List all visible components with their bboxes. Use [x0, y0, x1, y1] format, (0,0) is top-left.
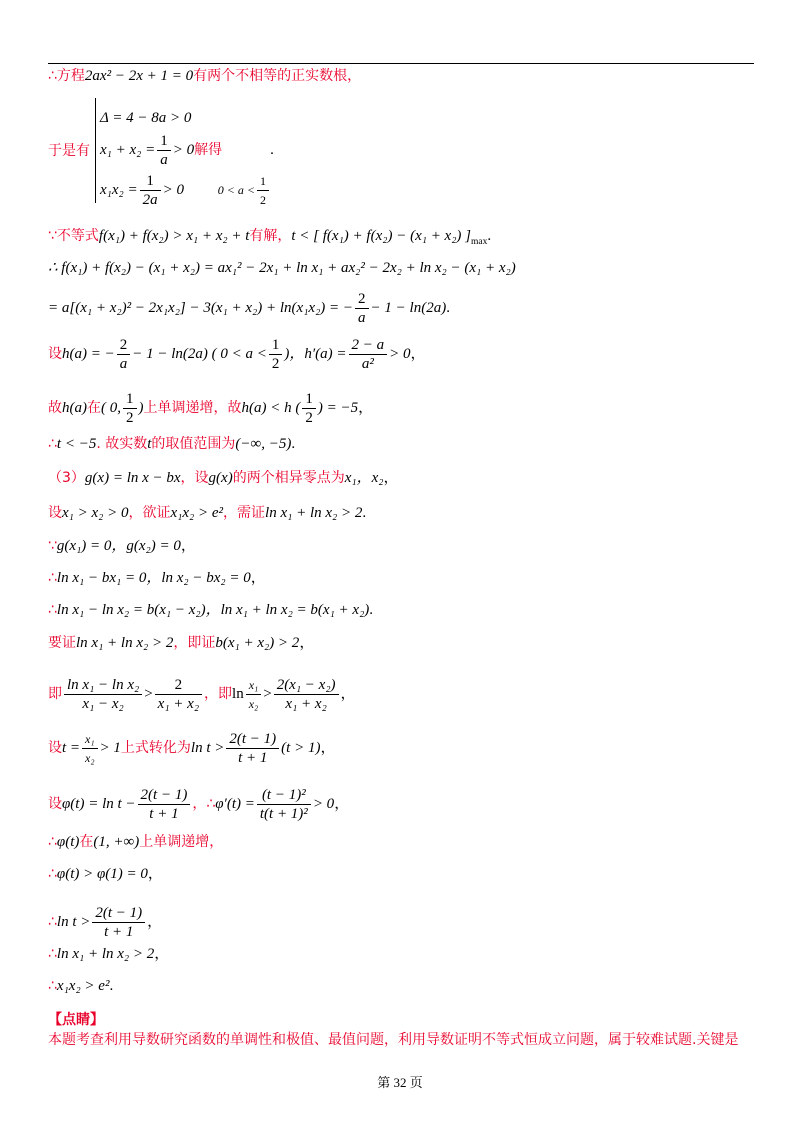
fraction: [64, 676, 142, 713]
text: ，∴: [192, 795, 216, 812]
denominator: t(t + 1)²: [259, 806, 308, 822]
system-lead: [48, 141, 90, 161]
math: > 0: [312, 795, 335, 812]
punct: .: [362, 505, 367, 521]
denominator: x₂: [85, 751, 95, 765]
line-g-zero: [48, 536, 196, 556]
line-equation-roots: [48, 66, 361, 86]
math: x₁x₂ =: [100, 181, 138, 198]
denominator: a: [160, 152, 168, 168]
line-ln-difference-sum: [48, 600, 373, 620]
math: t < −5: [56, 436, 97, 452]
denominator: x₂: [248, 697, 259, 711]
line-define-phi: [48, 786, 349, 823]
math: g(x₁) = 0，g(x₂) = 0: [56, 538, 181, 554]
fraction: [155, 676, 202, 713]
fraction: [274, 676, 339, 713]
punct: ，: [299, 635, 315, 651]
math: x₁ + x₂ =: [100, 141, 156, 158]
text: ，欲证: [128, 505, 171, 521]
text: 上式转化为: [120, 739, 191, 756]
comment-text: 本题考查利用导数研究函数的单调性和极值、最值问题，利用导数证明不等式恒成立问题，属于较难试题.关键是: [48, 1032, 739, 1048]
math: ∴ f(x₁) + f(x₂) − (x₁ + x₂) = ax₁² − 2x₁ + ln x₁ + ax₂² − 2x₂ + ln x₂ − (x₁ + x₂): [48, 260, 516, 276]
denominator: 2: [305, 410, 313, 426]
math: φ′(t) =: [215, 795, 255, 812]
math: ln t >: [190, 739, 225, 756]
punct: ，: [147, 913, 163, 930]
numerator: 2 − a: [349, 336, 388, 355]
denominator: x₁ − x₂: [82, 696, 124, 712]
math: φ(t) > φ(1) = 0: [56, 866, 148, 882]
line-need-prove: [48, 633, 314, 653]
text: ∴方程: [48, 68, 85, 84]
numerator: 1: [302, 390, 316, 409]
numerator: 1: [157, 132, 171, 151]
text: 解得: [194, 141, 223, 158]
math: b(x₁ + x₂) > 2: [215, 635, 300, 651]
line-prove-goal: [48, 503, 366, 523]
text: 在: [87, 399, 101, 416]
text: ∵不等式: [48, 228, 99, 244]
punct: ，: [147, 866, 163, 882]
math: > 0: [162, 181, 184, 198]
math: φ(t): [56, 834, 80, 850]
math: ln x₁ − ln x₂ = b(x₁ − x₂)，ln x₁ + ln x₂ = b(x₁ + x₂): [56, 602, 370, 618]
text: . 故实数: [96, 436, 148, 452]
denominator: x₁ + x₂: [157, 696, 200, 712]
math: h(a) < h (: [241, 399, 301, 416]
text: 的取值范围为: [151, 436, 236, 452]
math: = a[(x₁ + x₂)² − 2x₁x₂] − 3(x₁ + x₂) + ln(x₁x₂) = −: [48, 299, 354, 316]
punct: .: [369, 602, 374, 618]
line-t-range: [48, 434, 295, 454]
punct: ，: [154, 946, 170, 962]
math: ln x₁ − bx₁ = 0，ln x₂ − bx₂ = 0: [56, 570, 251, 586]
text: 上单调递增，: [139, 834, 224, 850]
numerator: 1: [140, 172, 161, 191]
line-define-h: [48, 336, 426, 373]
math: ln x₁ + ln x₂ > 2: [76, 635, 174, 651]
line-part-3: [48, 468, 398, 488]
denominator: 2: [126, 410, 134, 426]
line-ln-t: [48, 904, 162, 941]
denominator: a: [358, 310, 366, 326]
text: ∵: [48, 538, 57, 554]
punct: .: [446, 299, 450, 316]
line-substitute-t: [48, 730, 335, 767]
text: 设: [48, 795, 62, 812]
text: ∴: [48, 946, 57, 962]
denominator: a: [119, 356, 128, 372]
punct: ，: [334, 795, 350, 812]
numerator: (t − 1)²: [257, 786, 311, 805]
math: g(x): [208, 470, 233, 486]
numerator: x₁: [246, 676, 262, 695]
math: h(a): [62, 399, 87, 416]
punct: ，: [410, 345, 426, 362]
comment-heading: 【点睛】: [48, 1012, 104, 1028]
fraction: [349, 336, 388, 373]
math: > 1: [99, 739, 121, 756]
line-ln-sum: [48, 944, 169, 964]
math: >: [263, 685, 272, 702]
text: 设: [48, 345, 62, 362]
denominator: t + 1: [238, 750, 268, 766]
math: φ(t) = ln t −: [62, 795, 136, 812]
numerator: 2(t − 1): [226, 730, 279, 749]
math: >: [144, 685, 153, 702]
punct: ，: [383, 470, 399, 486]
text: ∴: [48, 978, 57, 994]
page-footer: 第 32 页: [377, 1075, 423, 1090]
text: 有两个不相等的正实数根，: [193, 68, 362, 84]
line-phi-positive: [48, 864, 163, 884]
denominator: 2a: [142, 192, 158, 208]
punct: ，: [250, 570, 266, 586]
numerator: 2: [155, 676, 202, 695]
line-ln-equations: [48, 568, 266, 588]
fraction: [138, 786, 191, 823]
math: > 0: [172, 141, 195, 158]
system-row-1: [100, 108, 191, 128]
line-simplify: [48, 290, 450, 327]
math: h(a) = −: [62, 345, 115, 362]
denominator: 2: [259, 193, 266, 207]
subscript: max: [471, 237, 488, 247]
math: x₁ > x₂ > 0: [62, 505, 129, 521]
text: 要证: [48, 635, 76, 651]
text: 设: [48, 739, 62, 756]
text: 的两个相异零点为: [232, 470, 345, 486]
punct: .: [109, 978, 114, 994]
math: ) = −5: [317, 399, 359, 416]
fraction: [355, 290, 369, 327]
math: 2ax² − 2x + 1 = 0: [84, 68, 194, 84]
fraction: [92, 904, 145, 941]
fraction: [246, 676, 262, 713]
punct: ，: [358, 399, 374, 416]
numerator: 1: [123, 390, 137, 409]
header-rule: [48, 63, 754, 64]
math: t < [ f(x₁) + f(x₂) − (x₁ + x₂) ]: [291, 228, 472, 244]
numerator: 1: [257, 172, 269, 191]
text: ∴: [48, 436, 57, 452]
text: 在: [79, 834, 94, 850]
fraction: [140, 172, 161, 209]
math: g(x) = ln x − bx: [84, 470, 181, 486]
fraction: [302, 390, 316, 427]
punct: ，: [340, 685, 356, 702]
math: Δ = 4 − 8a > 0: [100, 110, 192, 126]
punct: ，: [320, 739, 336, 756]
math: t: [147, 436, 152, 452]
math: 0 < a <: [217, 182, 255, 197]
math: ln x₁ + ln x₂ > 2: [56, 946, 155, 962]
text: ∴: [48, 570, 57, 586]
numerator: 2(t − 1): [92, 904, 145, 923]
math: (−∞, −5): [235, 436, 292, 452]
numerator: 2: [117, 336, 131, 355]
system-brace: [95, 98, 96, 203]
math: − 1 − ln(2a): [370, 299, 447, 316]
line-h-increasing: [48, 390, 373, 427]
math: )，: [284, 345, 305, 362]
fraction: [117, 336, 131, 373]
math: > 0: [389, 345, 411, 362]
math: ): [138, 399, 144, 416]
denominator: t + 1: [149, 806, 179, 822]
fraction: [82, 730, 98, 767]
math: ln t >: [56, 913, 91, 930]
denominator: 2: [271, 356, 280, 372]
text: 于是有: [48, 143, 90, 159]
denominator: x₁ + x₂: [285, 696, 327, 712]
text: 故: [48, 399, 62, 416]
line-phi-increasing: [48, 832, 223, 852]
fraction: [257, 172, 269, 209]
math: ln: [232, 685, 244, 702]
numerator: 2(x₁ − x₂): [274, 676, 339, 695]
line-equivalent: [48, 676, 356, 713]
fraction: [257, 786, 311, 823]
text: ∴: [48, 834, 57, 850]
text: 有解，: [249, 228, 292, 244]
text: ，设: [180, 470, 209, 486]
numerator: ln x₁ − ln x₂: [64, 676, 142, 695]
fraction: [226, 730, 279, 767]
text: ∴: [48, 602, 57, 618]
system-row-2: [100, 132, 274, 169]
math: x₁x₂ > e²: [170, 505, 224, 521]
fraction: [269, 336, 283, 373]
text: ∴: [48, 866, 57, 882]
text: 即: [48, 685, 62, 702]
fraction: [157, 132, 171, 169]
punct: .: [270, 141, 274, 158]
denominator: a²: [361, 356, 374, 372]
text: 上单调递增，故: [143, 399, 242, 416]
math: ln x₁ + ln x₂ > 2: [265, 505, 363, 521]
line-inequality-solvable: [48, 226, 491, 252]
math: x₁，x₂: [344, 470, 384, 486]
system-row-3: [100, 172, 271, 209]
text: ，需证: [223, 505, 266, 521]
text: ，即证: [173, 635, 216, 651]
text: ∴: [48, 913, 57, 930]
numerator: x₁: [82, 730, 98, 749]
text: ，即: [204, 685, 233, 702]
fraction: [123, 390, 137, 427]
denominator: t + 1: [104, 924, 134, 940]
line-conclusion: [48, 976, 113, 996]
math: (1, +∞): [93, 834, 140, 850]
math: f(x₁) + f(x₂) > x₁ + x₂ + t: [98, 228, 250, 244]
punct: .: [291, 436, 296, 452]
line-expand: [48, 258, 516, 278]
math: h′(a) =: [304, 345, 347, 362]
math: − 1 − ln(2a) ( 0 < a <: [132, 345, 267, 362]
math: ( 0,: [101, 399, 121, 416]
math: (t > 1): [281, 739, 321, 756]
numerator: 1: [269, 336, 283, 355]
numerator: 2(t − 1): [138, 786, 191, 805]
punct: .: [487, 228, 492, 244]
text: 设: [48, 505, 62, 521]
text: （3）: [48, 470, 85, 486]
math: t =: [62, 739, 81, 756]
numerator: 2: [355, 290, 369, 309]
math: x₁x₂ > e²: [56, 978, 110, 994]
punct: ，: [180, 538, 196, 554]
